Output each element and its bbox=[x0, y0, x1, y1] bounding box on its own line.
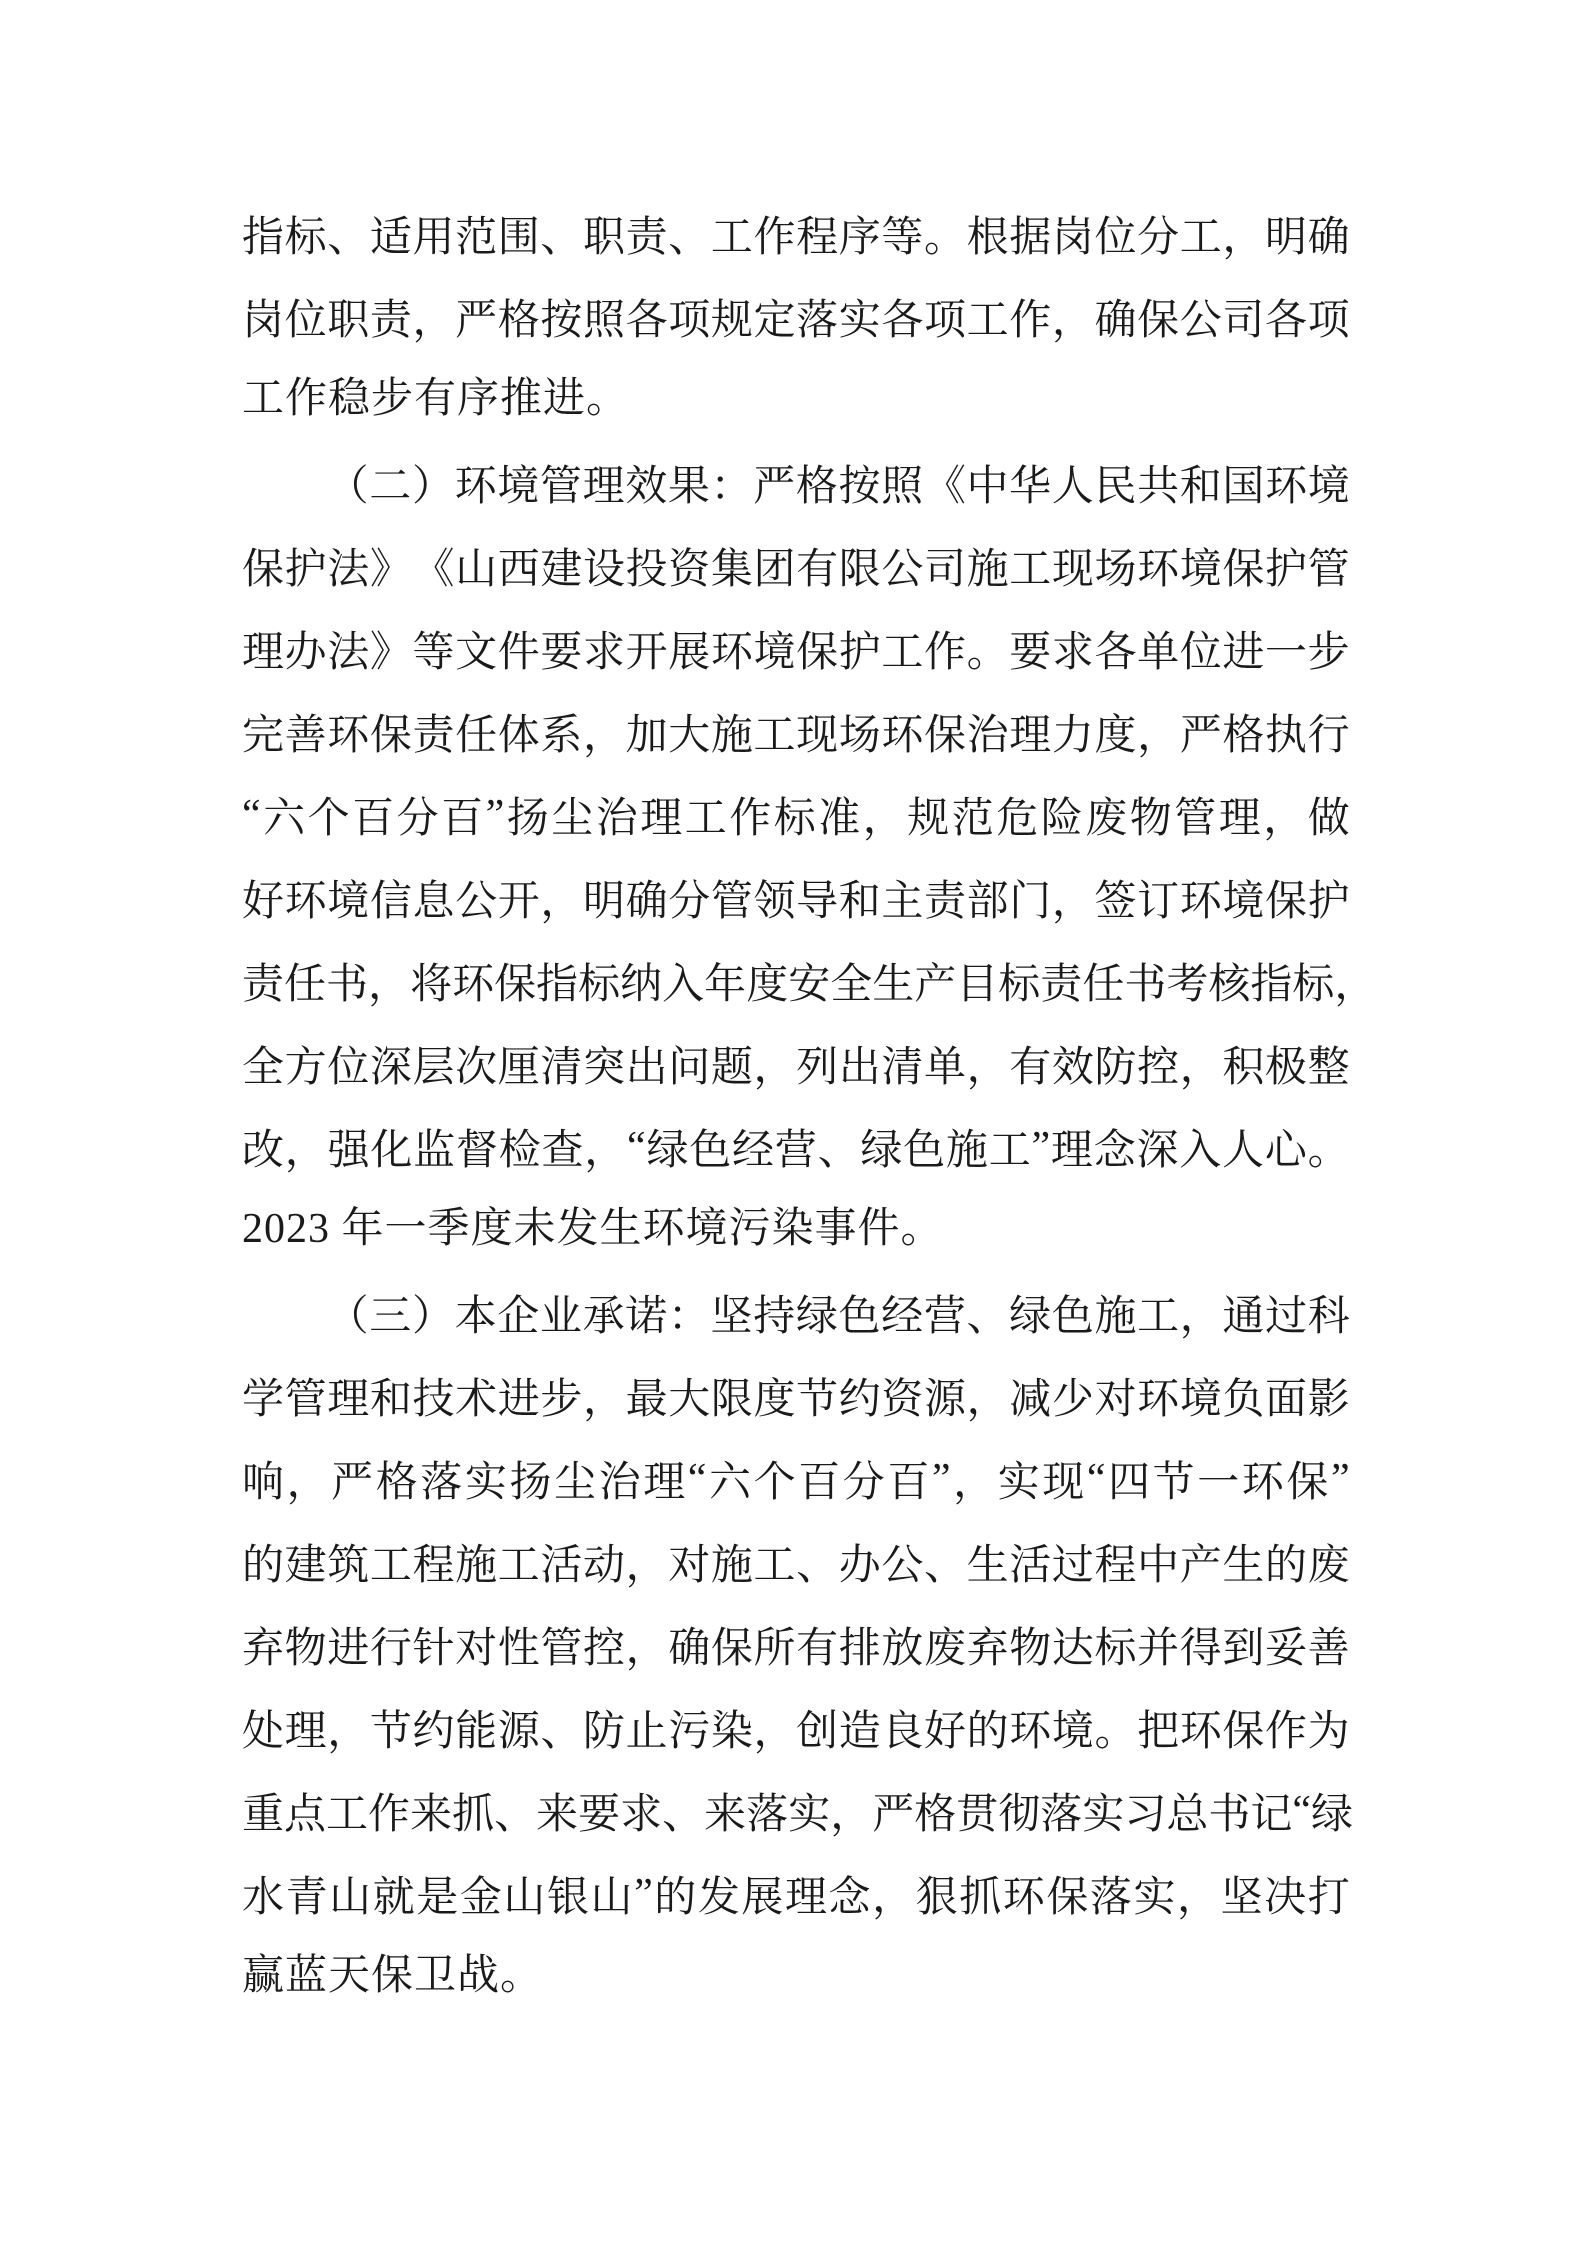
text-line: 赢蓝天保卫战。 bbox=[242, 1953, 544, 1999]
first-line-indent bbox=[242, 482, 326, 483]
text-line: 处 理 ， 节 约 能 源 、 防 止 污 染 ， 创 造 良 好 的 环 境 。 把 环 保 作 为 bbox=[242, 1708, 1350, 1755]
paragraph-continuation bbox=[242, 192, 1350, 441]
paragraph-environment-management-effect bbox=[242, 441, 1377, 1271]
text-line: 全 方 位 深 层 次 厘 清 突 出 问 题 ， 列 出 清 单 ， 有 效 防 控 ， 积 极 整 bbox=[242, 1044, 1350, 1091]
text-line: 学 管 理 和 技 术 进 步 ， 最 大 限 度 节 约 资 源 ， 减 少 对 环 境 负 面 影 bbox=[242, 1376, 1350, 1423]
text-line: 改 ， 强 化 监 督 检 查 ， “ 绿 色 经 营 、 绿 色 施 工 ” 理 念 深 入 人 心 。 bbox=[242, 1123, 1350, 1174]
text-line: 岗 位 职 责 ， 严 格 按 照 各 项 规 定 落 实 各 项 工 作 ， 确 保 公 司 各 项 bbox=[242, 297, 1350, 344]
text-line: （ 二 ） 环 境 管 理 效 果 ： 严 格 按 照 《 中 华 人 民 共 和 国 环 境 bbox=[242, 441, 1350, 524]
text-line: 指 标 、 适 用 范 围 、 职 责 、 工 作 程 序 等 。 根 据 岗 位 分 工 ， 明 确 bbox=[242, 214, 1350, 261]
paragraph-enterprise-commitment bbox=[242, 1271, 1354, 2018]
text-line: 弃 物 进 行 针 对 性 管 控 ， 确 保 所 有 排 放 废 弃 物 达 标 并 得 到 妥 善 bbox=[242, 1625, 1350, 1672]
text-line: 水 青 山 就 是 金 山 银 山 ” 的 发 展 理 念 ， 狠 抓 环 保 落 实 ， 坚 决 打 bbox=[242, 1870, 1350, 1921]
text-line: 责 任 书 ， 将 环 保 指 标 纳 入 年 度 安 全 生 产 目 标 责 任 书 考 核 指 标 ， bbox=[242, 961, 1377, 1008]
text-line: 响 ， 严 格 落 实 扬 尘 治 理 “ 六 个 百 分 百 ” ， 实 现 “ 四 节 一 环 保 ” bbox=[242, 1455, 1350, 1506]
text-line: 的 建 筑 工 程 施 工 活 动 ， 对 施 工 、 办 公 、 生 活 过 程 中 产 生 的 废 bbox=[242, 1542, 1350, 1589]
document-body bbox=[242, 192, 1377, 2018]
text-line: “ 六 个 百 分 百 ” 扬 尘 治 理 工 作 标 准 ， 规 范 危 险 废 物 管 理 ， 做 bbox=[242, 791, 1350, 842]
first-line-indent bbox=[242, 1312, 326, 1313]
text-line: 2023 年一季度未发生环境污染事件。 bbox=[242, 1206, 944, 1252]
text-line: 工作稳步有序推进。 bbox=[242, 376, 630, 422]
text-line: 完 善 环 保 责 任 体 系 ， 加 大 施 工 现 场 环 保 治 理 力 度 ， 严 格 执 行 bbox=[242, 712, 1350, 759]
text-line: 重 点 工 作 来 抓 、 来 要 求 、 来 落 实 ， 严 格 贯 彻 落 实 习 总 书 记 “ 绿 bbox=[242, 1787, 1354, 1838]
text-line: 好 环 境 信 息 公 开 ， 明 确 分 管 领 导 和 主 责 部 门 ， 签 订 环 境 保 护 bbox=[242, 878, 1350, 925]
text-line: （ 三 ） 本 企 业 承 诺 ： 坚 持 绿 色 经 营 、 绿 色 施 工 ， 通 过 科 bbox=[242, 1271, 1350, 1354]
text-line: 理 办 法 》 等 文 件 要 求 开 展 环 境 保 护 工 作 。 要 求 各 单 位 进 一 步 bbox=[242, 629, 1350, 676]
text-line: 保 护 法 》 《 山 西 建 设 投 资 集 团 有 限 公 司 施 工 现 场 环 境 保 护 管 bbox=[242, 546, 1350, 593]
